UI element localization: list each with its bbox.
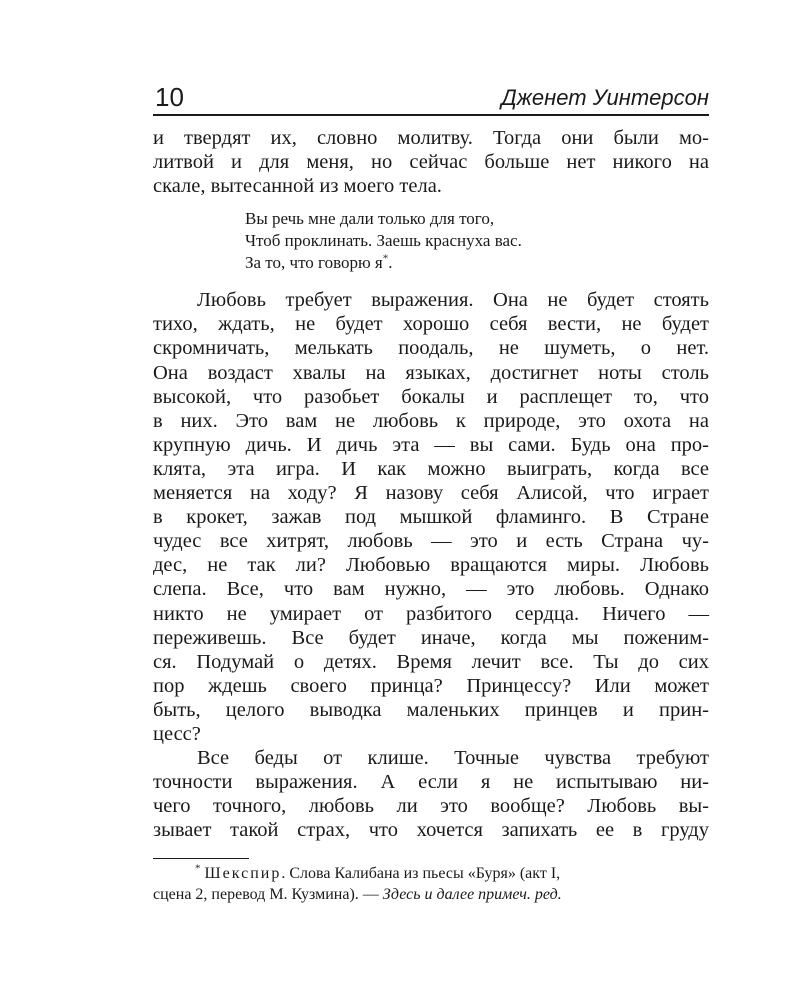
- text-line: переживешь. Все будет иначе, когда мы поженим-: [153, 626, 709, 649]
- paragraph-cliches: [153, 746, 709, 842]
- editor-note: Здесь и далее примеч. ред.: [382, 886, 562, 904]
- text-line: крупную дичь. И дичь эта — вы сами. Будь она про-: [153, 433, 709, 456]
- verse-line: За то, что говорю я*.: [245, 252, 393, 273]
- text-line: Она воздаст хвалы на языках, достигнет ноты столь: [153, 361, 709, 384]
- text-line: пор ждешь своего принца? Принцессу? Или может: [153, 674, 709, 697]
- text-line: слепа. Все, что вам нужно, — это любовь. Однако: [153, 578, 709, 601]
- verse-line: Вы речь мне дали только для того,: [245, 209, 495, 229]
- text-line: чудес все хитрят, любовь — это и есть Страна чу-: [153, 530, 709, 553]
- text-line: и твердят их, словно молитву. Тогда они были мо-: [153, 127, 709, 149]
- text-line: в крокет, зажав под мышкой фламинго. В Стране: [153, 506, 709, 529]
- text-line: меняется на ходу? Я назову себя Алисой, что играет: [153, 482, 709, 505]
- footnote: [153, 863, 709, 905]
- footnote-text: сцена 2, перевод М. Кузмина). —: [153, 886, 383, 904]
- text-line: Любовь требует выражения. Она не будет стоять: [197, 289, 709, 312]
- footnote-author: Шекспир: [204, 865, 282, 883]
- text-line: в них. Это вам не любовь к природе, это охота на: [153, 409, 709, 432]
- verse-line: Чтоб проклинать. Заешь краснуха вас.: [245, 231, 522, 251]
- footnote-line: [153, 884, 709, 905]
- paragraph-continued: [153, 126, 709, 198]
- footnote-mark: *: [195, 863, 201, 876]
- text-line: скале, вытесанной из моего тела.: [153, 175, 442, 198]
- text-line: Все беды от клише. Точные чувства требуют: [197, 747, 709, 770]
- text-line: литвой и для меня, но сейчас больше нет никого на: [153, 151, 709, 174]
- text-line: высокой, что разобьет бокалы и расплещет то, что: [153, 385, 709, 408]
- book-page: [153, 80, 709, 905]
- body-text: [153, 126, 709, 842]
- text-line: скромничать, мелькать поодаль, не шуметь, о нет.: [153, 337, 709, 360]
- paragraph-love-expression: [153, 288, 709, 746]
- footnote-text: . Слова Калибана из пьесы «Буря» (акт I,: [281, 865, 561, 883]
- text-line: быть, целого выводка маленьких принцев и прин-: [153, 698, 709, 721]
- text-line: никто не умирает от разбитого сердца. Ничего —: [153, 602, 709, 625]
- text-line: чего точного, любовь ли это вообще? Любовь вы-: [153, 795, 709, 818]
- verse-line-text: За то, что говорю я: [245, 253, 383, 273]
- page-number: 10: [155, 82, 184, 112]
- running-title: Дженет Уинтерсон: [501, 85, 709, 110]
- footnote-divider: [153, 858, 249, 859]
- footnote-line: [153, 863, 709, 884]
- verse-quote: [245, 208, 709, 274]
- text-line: точности выражения. А если я не испытываю ни-: [153, 771, 709, 794]
- text-line: ся. Подумай о детях. Время лечит все. Ты до сих: [153, 650, 709, 673]
- page-header: [153, 80, 709, 116]
- text-line: дес, не так ли? Любовью вращаются миры. Любовь: [153, 554, 709, 577]
- footnote-reference: *: [382, 252, 389, 265]
- text-line: цесс?: [153, 722, 201, 745]
- text-line: клята, эта игра. И как можно выиграть, когда все: [153, 457, 709, 480]
- text-line: тихо, ждать, не будет хорошо себя вести, не будет: [153, 313, 709, 336]
- text-line: зывает такой страх, что хочется запихать ее в груду: [153, 819, 709, 842]
